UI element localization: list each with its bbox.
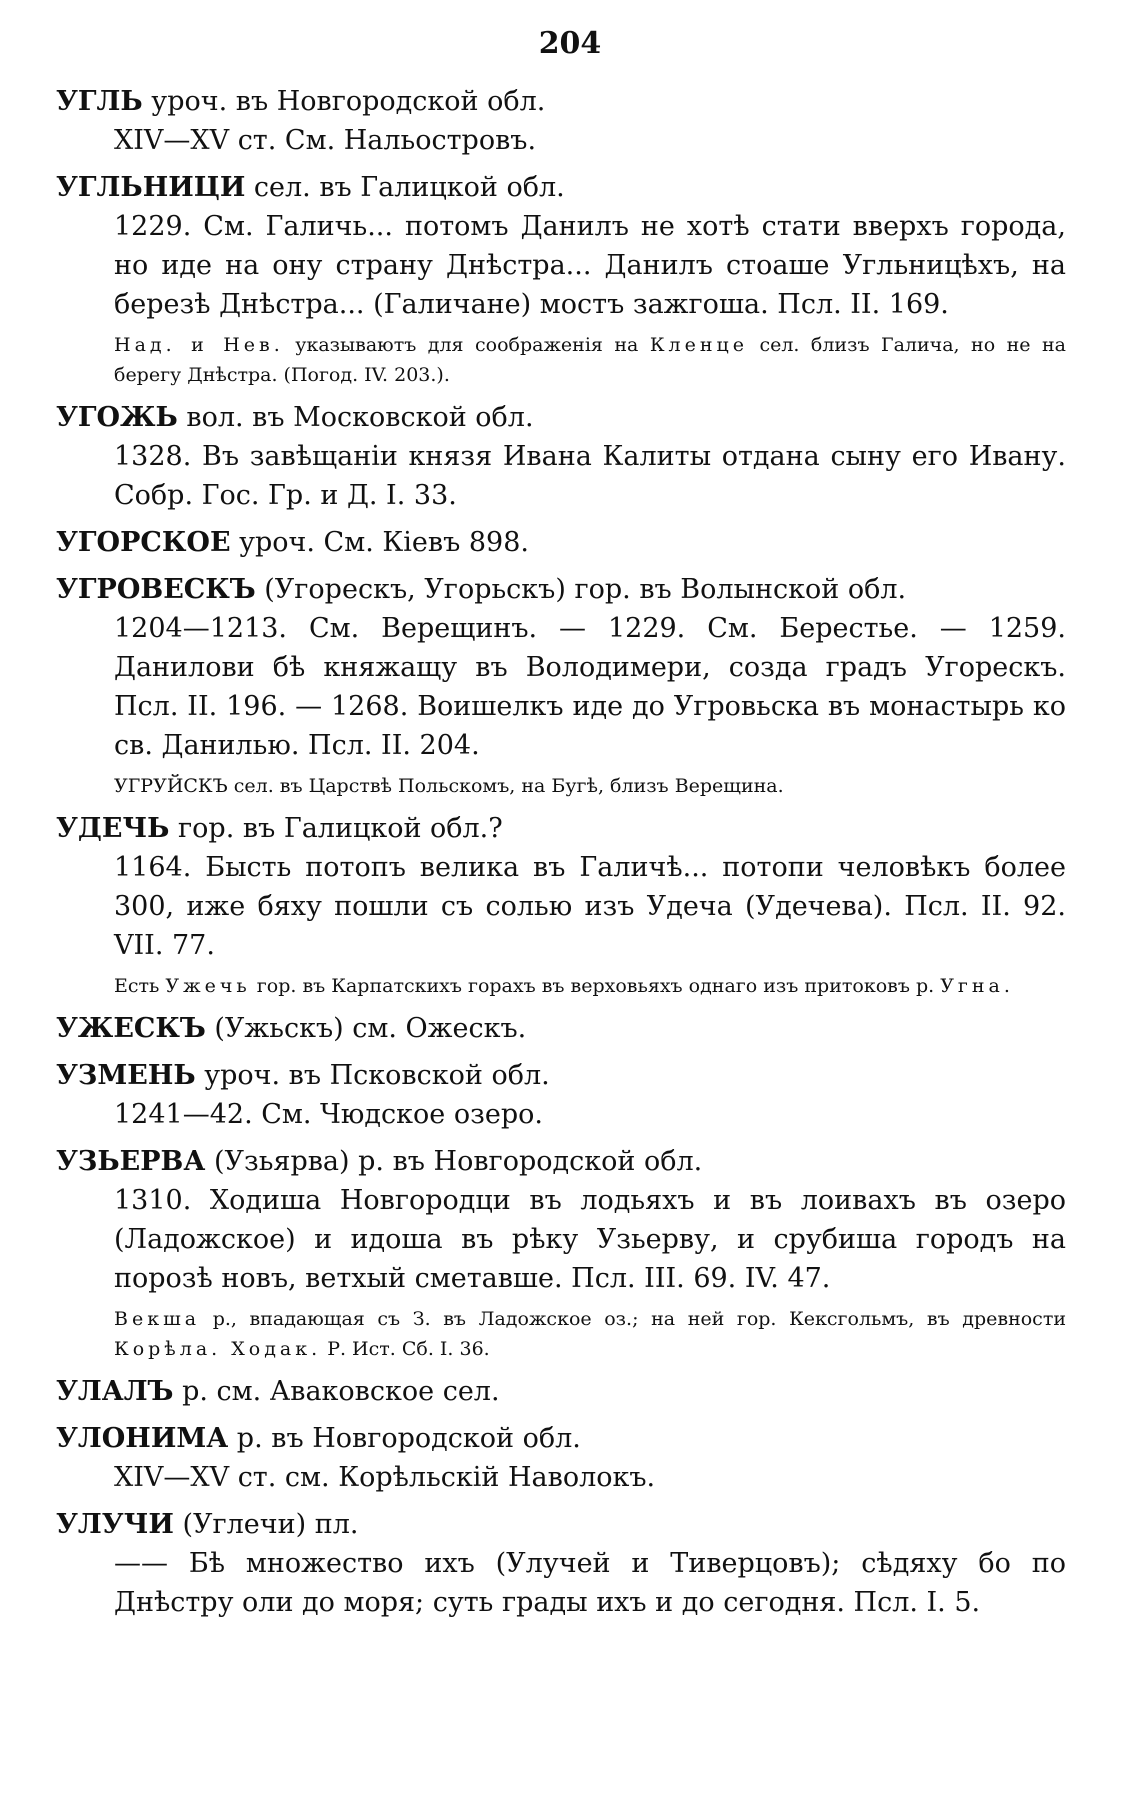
entry-uluchi — [56, 1505, 1066, 1622]
headword: УЖЕСКЪ — [56, 1013, 206, 1044]
note-spaced: Ужечь — [165, 975, 251, 997]
entry-ulonima — [56, 1419, 1066, 1497]
entry-body: 1328. Въ завѣщаніи князя Ивана Калиты отдана сыну его Ивану. Собр. Гос. Гр. и Д. I. 33. — [114, 441, 1066, 511]
entry-body: 1310. Ходиша Новгородци въ лодьяхъ и въ лоивахъ въ озеро (Ладожское) и идоша въ рѣку Узьерву, и срубиша городъ на порозѣ новъ, ветхый сметавше. Псл. III. 69. IV. 47. — [114, 1185, 1066, 1294]
heading-rest: р. см. Аваковское сел. — [173, 1376, 500, 1407]
entry-ugozh — [56, 398, 1066, 515]
entry-ugroveskъ — [56, 570, 1066, 801]
note-text: р., впадающая съ З. въ Ладожское оз.; на ней гор. Кексгольмъ, въ древности — [200, 1308, 1066, 1330]
note-text: УГРУЙСКЪ — [114, 775, 228, 797]
entry-body: XIV—XV ст. См. Нальостровъ. — [114, 125, 537, 156]
headword: УЛУЧИ — [56, 1509, 174, 1540]
entry-body: 1164. Бысть потопъ велика въ Галичѣ... потопи человѣкъ более 300, иже бяху пошли съ солью изъ Удеча (Удечева). Псл. II. 92. VII. 77. — [114, 852, 1066, 961]
heading-rest: (Углечи) пл. — [173, 1509, 359, 1540]
entry-udech — [56, 809, 1066, 1001]
entry-ugorskoe — [56, 523, 1066, 562]
entry-heading — [56, 1419, 1066, 1458]
entry-body: 1241—42. См. Чюдское озеро. — [114, 1099, 543, 1130]
entry-heading — [56, 1142, 1066, 1181]
heading-rest: (Ужьскъ) см. Ожескъ. — [205, 1013, 527, 1044]
entry-note — [56, 1304, 1066, 1364]
headword: УДЕЧЬ — [56, 813, 170, 844]
heading-rest: уроч. въ Новгородской обл. — [142, 86, 546, 117]
headword: УГРОВЕСКЪ — [56, 574, 256, 605]
heading-rest: (Узьярва) р. въ Новгородской обл. — [205, 1146, 703, 1177]
entry-uzmen — [56, 1056, 1066, 1134]
note-spaced: Кленце — [649, 334, 748, 356]
entry-note — [56, 330, 1066, 390]
headword: УГЛЬ — [56, 86, 143, 117]
entry-heading — [56, 809, 1066, 848]
entry-heading — [56, 1505, 1066, 1544]
entry-body: 1204—1213. См. Верещинъ. — 1229. См. Берестье. — 1259. Данилови бѣ княжащу въ Володимери, созда градъ Угорескъ. Псл. II. 196. — 1268. Воишелкъ иде до Угровьска въ монастырь ко св. Данилью. Псл. II. 204. — [114, 613, 1066, 761]
entry-heading — [56, 1372, 1066, 1411]
entry-heading — [56, 82, 1066, 121]
note-spaced: Векша — [114, 1308, 201, 1330]
note-spaced: Над. и Нев. — [114, 334, 284, 356]
dictionary-column — [56, 82, 1066, 1630]
entry-uzheskъ — [56, 1009, 1066, 1048]
note-text: гор. въ Карпатскихъ горахъ въ верховьяхъ однаго изъ притоковъ р. — [250, 975, 941, 997]
entry-body: —— Бѣ множество ихъ (Улучей и Тиверцовъ); сѣдяху бо по Днѣстру оли до моря; суть грады ихъ и до сегодня. Псл. I. 5. — [114, 1548, 1066, 1618]
note-text: Есть — [114, 975, 166, 997]
note-text: сел. въ Царствѣ Польскомъ, на Бугѣ, близъ Верещина. — [227, 775, 784, 797]
entry-ulal — [56, 1372, 1066, 1411]
heading-rest: гор. въ Галицкой обл.? — [169, 813, 503, 844]
note-spaced: Корѣла. Ходак. — [114, 1338, 322, 1360]
entry-uglnici — [56, 168, 1066, 390]
entry-note — [56, 971, 1066, 1001]
entry-heading — [56, 398, 1066, 437]
entry-body: 1229. См. Галичь... потомъ Данилъ не хотѣ стати вверхъ города, но иде на ону страну Днѣстра... Данилъ стоаше Угльницѣхъ, на березѣ Днѣстра... (Галичане) мостъ зажгоша. Псл. II. 169. — [114, 211, 1066, 320]
note-text: сел. близъ Галича, но не на берегу Днѣстра. (Погод. IV. 203.). — [114, 334, 1066, 386]
entry-heading — [56, 523, 1066, 562]
headword: УЗЬЕРВА — [56, 1146, 206, 1177]
headword: УГОЖЬ — [56, 402, 178, 433]
heading-rest: р. въ Новгородской обл. — [228, 1423, 581, 1454]
entry-note — [56, 771, 1066, 801]
note-text: указываютъ для соображенія на — [283, 334, 650, 356]
entry-uzerva — [56, 1142, 1066, 1364]
heading-rest: уроч. въ Псковской обл. — [195, 1060, 550, 1091]
note-text: Р. Ист. Сб. I. 36. — [321, 1338, 490, 1360]
entry-body: XIV—XV ст. см. Корѣльскій Наволокъ. — [114, 1462, 656, 1493]
entry-heading — [56, 1056, 1066, 1095]
entry-heading — [56, 168, 1066, 207]
headword: УГОРСКОЕ — [56, 527, 231, 558]
headword: УЗМЕНЬ — [56, 1060, 196, 1091]
heading-rest: вол. въ Московской обл. — [177, 402, 534, 433]
heading-rest: уроч. См. Кіевъ 898. — [230, 527, 529, 558]
heading-rest: (Угорескъ, Угорьскъ) гор. въ Волынской обл. — [255, 574, 907, 605]
entry-uglj — [56, 82, 1066, 160]
note-spaced: Угна. — [940, 975, 1014, 997]
entry-heading — [56, 570, 1066, 609]
heading-rest: сел. въ Галицкой обл. — [245, 172, 565, 203]
headword: УЛОНИМА — [56, 1423, 229, 1454]
headword: УЛАЛЪ — [56, 1376, 174, 1407]
entry-heading — [56, 1009, 1066, 1048]
headword: УГЛЬНИЦИ — [56, 172, 246, 203]
page-number: 204 — [538, 26, 602, 61]
